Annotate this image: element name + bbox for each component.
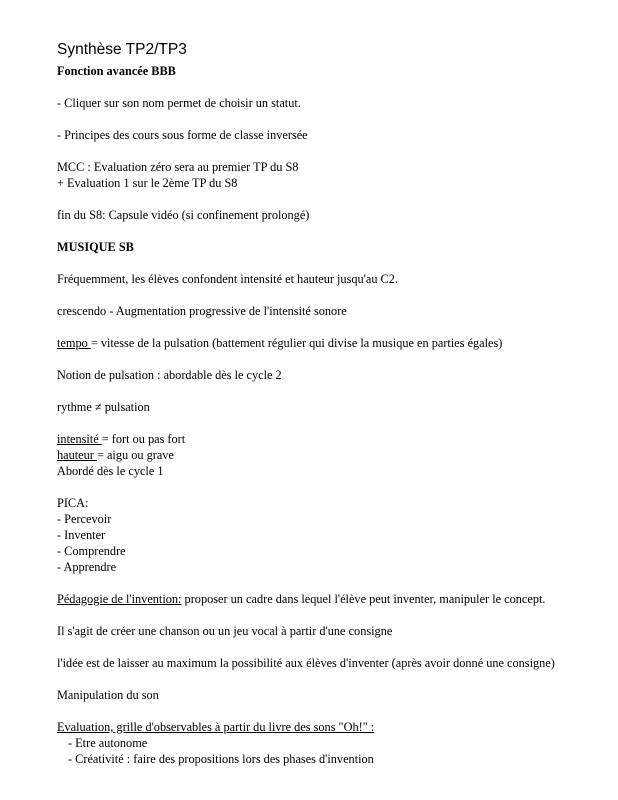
- evaluation-heading: Evaluation, grille d'observables à partir du livre des sons "Oh!" :: [57, 720, 375, 734]
- paragraph-pedagogie: [57, 591, 545, 607]
- paragraph-intensite: [57, 431, 185, 447]
- paragraph-chanson: Il s'agit de créer une chanson ou un jeu vocal à partir d'une consigne: [57, 624, 393, 638]
- section-heading-musique: MUSIQUE SB: [57, 240, 134, 254]
- definition-hauteur: = aigu ou grave: [96, 448, 174, 462]
- paragraph-fin-s8: fin du S8: Capsule vidéo (si confinement prolongé): [57, 208, 310, 222]
- paragraph-hauteur: [57, 447, 174, 463]
- paragraph-tempo: [57, 335, 502, 351]
- paragraph-rythme: rythme ≠ pulsation: [57, 400, 150, 414]
- pica-item-comprendre: - Comprendre: [57, 544, 126, 558]
- paragraph-crescendo: crescendo - Augmentation progressive de l'intensité sonore: [57, 304, 347, 318]
- term-tempo: tempo: [57, 336, 91, 350]
- pica-item-apprendre: - Apprendre: [57, 560, 117, 574]
- evaluation-item-autonome: - Etre autonome: [68, 736, 148, 750]
- section-heading-bbb: Fonction avancée BBB: [57, 64, 176, 78]
- paragraph-frequemment: Fréquemment, les élèves confondent intensité et hauteur jusqu'au C2.: [57, 272, 398, 286]
- evaluation-item-creativite: - Créativité : faire des propositions lors des phases d'invention: [68, 752, 374, 766]
- paragraph-idee: l'idée est de laisser au maximum la possibilité aux élèves d'inventer (après avoir donné une consigne): [57, 656, 555, 670]
- paragraph-pulsation: Notion de pulsation : abordable dès le cycle 2: [57, 368, 282, 382]
- pica-item-inventer: - Inventer: [57, 528, 106, 542]
- pica-heading: PICA:: [57, 496, 89, 510]
- paragraph-mcc-2: + Evaluation 1 sur le 2ème TP du S8: [57, 176, 238, 190]
- definition-tempo: = vitesse de la pulsation (battement régulier qui divise la musique en parties égales): [90, 336, 503, 350]
- paragraph-manipulation: Manipulation du son: [57, 688, 159, 702]
- definition-pedagogie: proposer un cadre dans lequel l'élève peut inventer, manipuler le concept.: [181, 592, 546, 606]
- paragraph-statut: - Cliquer sur son nom permet de choisir un statut.: [57, 96, 301, 110]
- pica-item-percevoir: - Percevoir: [57, 512, 112, 526]
- term-intensite: intensité: [57, 432, 102, 446]
- term-hauteur: hauteur: [57, 448, 97, 462]
- definition-intensite: = fort ou pas fort: [101, 432, 186, 446]
- paragraph-classe-inversee: - Principes des cours sous forme de classe inversée: [57, 128, 308, 142]
- paragraph-mcc-1: MCC : Evaluation zéro sera au premier TP du S8: [57, 160, 299, 174]
- term-pedagogie: Pédagogie de l'invention:: [57, 592, 182, 606]
- document-title: Synthèse TP2/TP3: [57, 41, 187, 58]
- paragraph-aborde: Abordé dès le cycle 1: [57, 464, 164, 478]
